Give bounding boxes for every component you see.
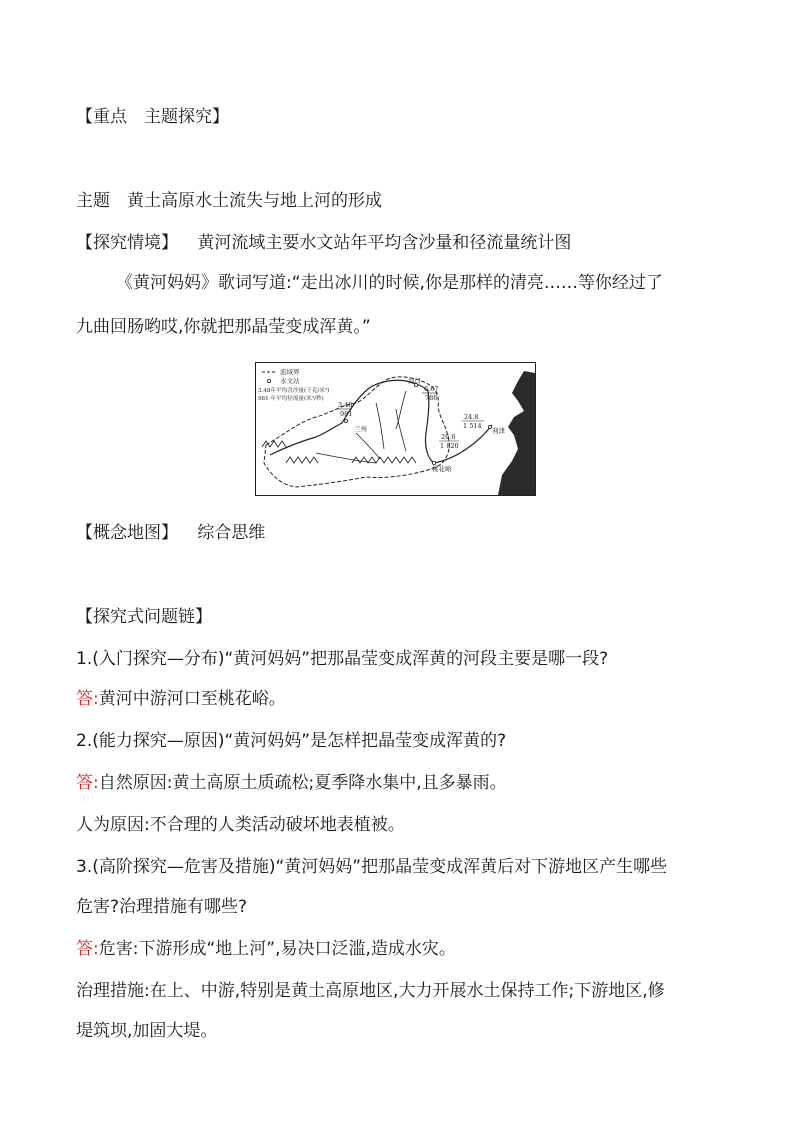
station-hekou-sediment: 6.67: [424, 385, 439, 393]
station-hekou-name: 河口: [408, 377, 421, 385]
section-heading: 【重点 主题探究】: [76, 107, 229, 127]
answer-text: 危害:下游形成“地上河”,易决口泛滥,造成水灾。: [98, 939, 456, 959]
answer-label: 答:: [76, 773, 99, 793]
station-lanzhou-sediment: 3.48: [338, 401, 353, 409]
question-chain-heading: 【探究式问题链】: [76, 607, 212, 627]
concept-line: [76, 522, 265, 544]
station-taohuayu-sediment: 26.6: [441, 433, 456, 441]
station-taohuayu-runoff: 1 820: [440, 442, 459, 450]
question-3-line-1: 3.(高阶探究—危害及措施)“黄河妈妈”把那晶莹变成浑黄后对下游地区产生哪些: [76, 857, 668, 877]
answer-3-line-3: 堤筑坝,加固大堤。: [76, 1021, 218, 1041]
answer-2-line-1: [76, 772, 507, 794]
situation-line: [76, 232, 571, 254]
answer-text: 黄河中游河口至桃花峪。: [98, 689, 286, 709]
station-lijin-runoff: 1 514: [463, 422, 482, 430]
answer-3-line-1: [76, 938, 456, 960]
answer-2-line-2: 人为原因:不合理的人类活动破坏地表植被。: [76, 815, 405, 835]
question-2: 2.(能力探究—原因)“黄河妈妈”是怎样把晶莹变成浑黄的?: [76, 731, 507, 751]
legend-station: 水文站: [280, 377, 300, 385]
situation-label: 【探究情境】: [76, 233, 178, 253]
station-lijin-sediment: 24.8: [464, 413, 479, 421]
mountain-hatching: [262, 441, 416, 463]
question-1: 1.(入门探究—分布)“黄河妈妈”把那晶莹变成浑黄的河段主要是哪一段?: [76, 649, 609, 669]
situation-title: 黄河流域主要水文站年平均含沙量和径流量统计图: [197, 233, 572, 253]
lyrics-line-1: 《黄河妈妈》歌词写道:“走出冰川的时候,你是那样的清亮……等你经过了: [116, 273, 663, 293]
concept-text: 综合思维: [197, 523, 266, 543]
station-marker-lanzhou: [344, 419, 347, 422]
legend-station-icon: [267, 379, 270, 382]
legend-boundary: 流域界: [280, 368, 300, 376]
concept-label: 【概念地图】: [76, 523, 178, 543]
station-hekou-runoff: 786: [425, 394, 438, 402]
station-lanzhou-runoff: 981: [340, 410, 353, 418]
lyrics-line-2: 九曲回肠哟哎,你就把那晶莹变成浑黄。”: [76, 317, 371, 337]
legend-runoff: 981 年平均径流量(米³/秒): [258, 396, 324, 402]
legend-sediment: 3.48年平均含沙量(千克/米³): [258, 388, 330, 394]
question-3-line-2: 危害?治理措施有哪些?: [76, 897, 248, 917]
answer-label: 答:: [76, 939, 99, 959]
station-lanzhou-name: 兰州: [354, 425, 367, 433]
answer-label: 答:: [76, 689, 99, 709]
station-lijin-name: 利津: [492, 427, 505, 435]
yellow-river-map: [255, 362, 536, 496]
answer-1: [76, 688, 286, 710]
topic-title: 主题 黄土高原水土流失与地上河的形成: [76, 191, 382, 211]
answer-text: 自然原因:黄土高原土质疏松;夏季降水集中,且多暴雨。: [98, 773, 507, 793]
map-canvas: [256, 363, 535, 495]
station-taohuayu-name: 桃花峪: [432, 465, 452, 473]
answer-3-line-2: 治理措施:在上、中游,特别是黄土高原地区,大力开展水土保持工作;下游地区,修: [76, 981, 665, 1001]
